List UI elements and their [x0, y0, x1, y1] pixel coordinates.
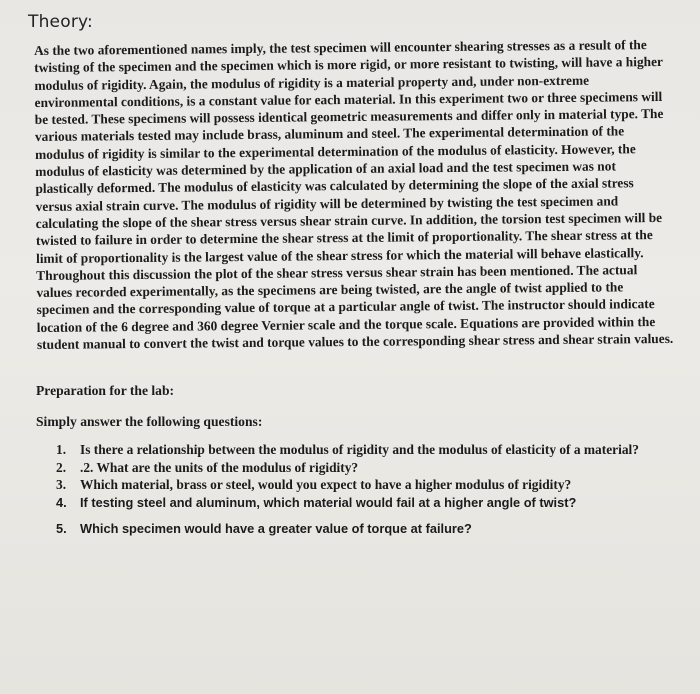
- question-text: Which material, brass or steel, would you expect to have a higher modulus of rigidity?: [80, 477, 572, 493]
- question-text: Which specimen would have a greater value of torque at failure?: [80, 521, 472, 537]
- question-number: 3.: [56, 477, 67, 493]
- question-number: 1.: [56, 442, 67, 458]
- question-text: If testing steel and aluminum, which material would fail at a higher angle of twist?: [80, 494, 577, 510]
- question-text: Is there a relationship between the modulus of rigidity and the modulus of elasticity of a material?: [80, 442, 639, 458]
- question-number: 4.: [56, 494, 67, 510]
- instruction-heading: Simply answer the following questions:: [36, 414, 263, 430]
- preparation-heading: Preparation for the lab:: [36, 383, 175, 399]
- question-item: [56, 495, 682, 512]
- question-item: [56, 460, 682, 477]
- question-list: [28, 442, 682, 538]
- question-number: 2.: [56, 459, 67, 475]
- theory-heading: Theory:: [28, 12, 93, 32]
- question-number: 5.: [56, 521, 67, 537]
- question-item: [56, 442, 682, 459]
- question-item: [56, 477, 682, 494]
- question-text: .2. What are the units of the modulus of rigidity?: [80, 459, 359, 475]
- question-item: [56, 521, 682, 538]
- theory-paragraph: As the two aforementioned names imply, the test specimen will encounter shearing stresses as a result of the twisting of the specimen and the specimen which is more rigid, or more resistant to twisting, will have a higher modulus of rigidity. Again, the modulus of rigidity is a material property and, under non-extreme environmental conditions, is a constant value for each material. In this experiment two or three specimens will be tested. These specimens will possess identical geometric measurements and differ only in material type. The various materials tested may include brass, aluminum and steel. The experimental determination of the modulus of rigidity is similar to the experimental determination of the modulus of elasticity. However, the modulus of elasticity was determined by the application of an axial load and the test specimen was not plastically deformed. The modulus of elasticity was calculated by determining the slope of the axial stress versus axial strain curve. The modulus of rigidity will be determined by twisting the test specimen and calculating the slope of the shear stress versus shear strain curve. In addition, the torsion test specimen will be twisted to failure in order to determine the shear stress at the limit of proportionality. The shear stress at the limit of proportionality is the largest value of the shear stress for which the material will behave elastically. Throughout this discussion the plot of the shear stress versus shear strain has been mentioned. The actual values recorded experimentally, as the specimens are being twisted, are the angle of twist applied to the specimen and the corresponding value of torque at a particular angle of twist. The instructor should indicate location of the 6 degree and 360 degree Vernier scale and the torque scale. Equations are provided within the student manual to convert the twist and torque values to the corresponding shear stress and shear strain values.: [34, 37, 674, 353]
